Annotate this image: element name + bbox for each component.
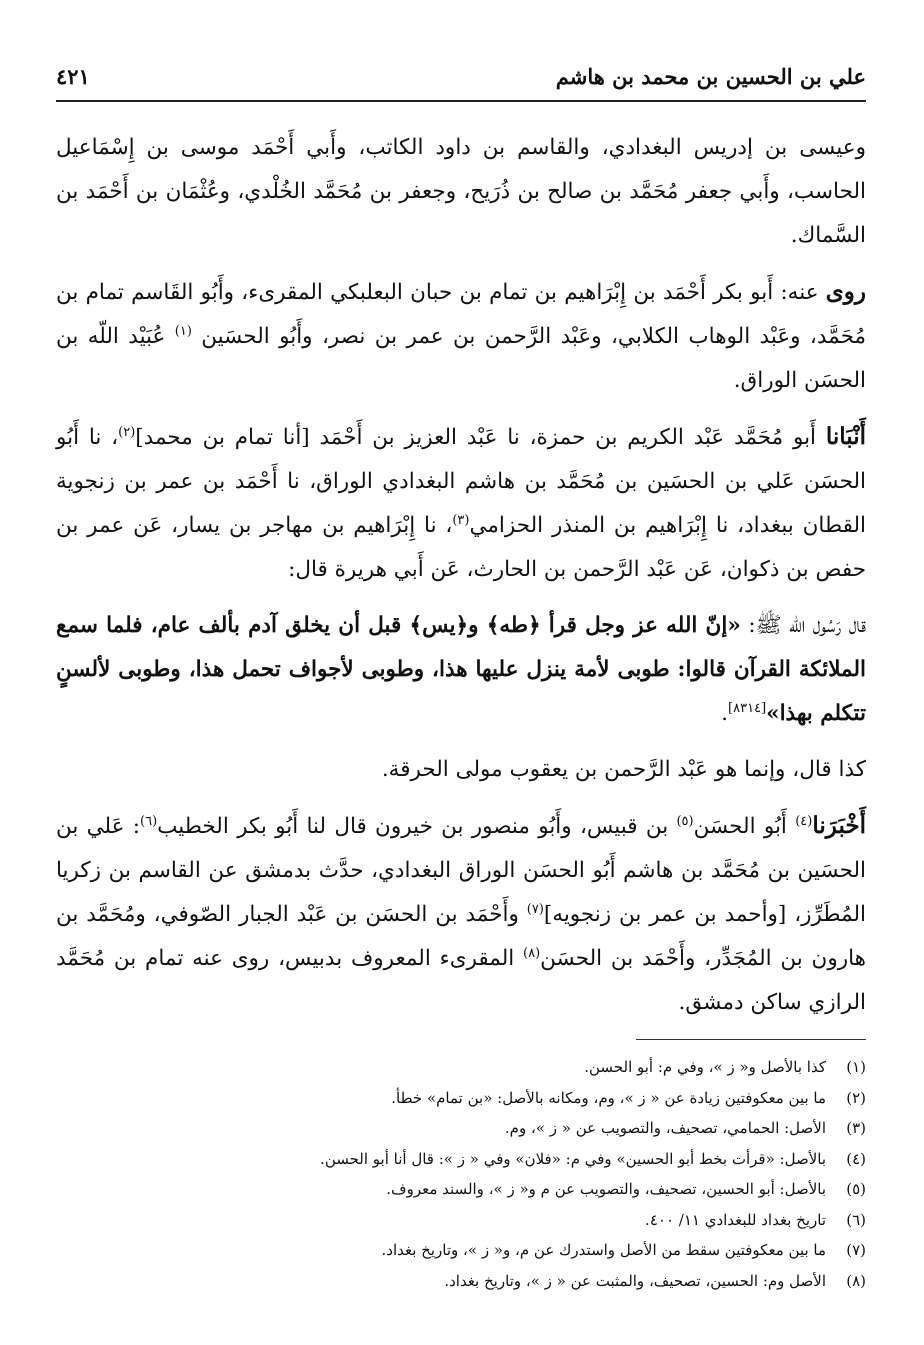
paragraph-5 [56,748,866,792]
footnote-ref-5: (٥) [676,813,694,829]
footnote-item [56,1083,866,1114]
paragraph-3-lead: أَنْبَانا [825,423,866,450]
footnote-ref-1: (١) [174,323,192,339]
paragraph-4-hadith [56,604,866,736]
footnote-number: (٨) [846,1271,866,1290]
footnote-number: (٣) [846,1119,866,1137]
footnote-item [56,1113,866,1144]
header-divider [56,100,866,102]
paragraph-3-text-c: ، نا إِبْرَاهيم بن مهاجر بن يسار، عَن عمر بن حفص بن ذكوان، عَن عَبْد الرَّحمن بن الحارث، عَن أَبي هريرة قال: [56,513,866,582]
footnote-text: الأصل وم: الحسين، تصحيف، والمثبت عن « ز »، وتاريخ بغداد. [444,1271,826,1290]
footnote-ref-4: (٤) [795,813,813,829]
paragraph-3-text-b: ، نا أَبُو الحسَن عَلي بن الحسَين بن مُحَمَّد بن هاشم البغدادي الوراق، نا أَحْمَد بن عمر بن زنجوية القطان ببغداد، نا إِبْرَاهيم بن المنذر الحزامي [56,425,866,538]
footnote-ref-2: (٢) [118,424,136,440]
paragraph-3-text-a: أَبو مُحَمَّد عَبْد الكريم بن حمزة، نا عَبْد العزيز بن أَحْمَد [أنا تمام بن محمد] [135,425,826,450]
header-title: علي بن الحسين بن محمد بن هاشم [555,64,866,89]
footnote-item [56,1235,866,1266]
paragraph-4-text-a: قال رَسُول اللّه ﷺ: [740,613,866,638]
footnote-number: (٢) [846,1088,866,1107]
paragraph-4-end: . [721,701,729,726]
paragraph-6-text-c: : عَلي بن الحسَين بن مُحَمَّد بن هاشم أَبُو الحسَن الوراق البغدادي، حدَّث بدمشق عن القاسم بن زكريا المُطَرِّز، [وأحمد بن عمر بن زنجويه] [56,814,866,927]
paragraph-6-text-e: المقرىء المعروف بدبيس، روى عنه تمام بن مُحَمَّد الرازي ساكن دمشق. [56,946,866,1015]
paragraph-6-text-b: بن قبيس، وأَبُو منصور بن خيرون قال لنا أَبُو بكر الخطيب [157,814,677,839]
paragraph-2-text-b: عُبَيْد اللّه بن الحسَن الوراق. [56,324,866,393]
paragraph-1 [56,126,866,258]
footnote-ref-6: (٦) [140,813,158,829]
paragraph-2 [56,270,866,403]
main-text [56,126,866,1025]
footnote-ref-8: (٨) [523,945,541,961]
paragraph-2-lead: روى [825,278,866,305]
footnote-divider [636,1039,866,1040]
footnote-text: بالأصل: «قرأت بخط أبو الحسين» وفي م: «فلان» وفي « ز »: قال أنا أبو الحسن. [320,1149,826,1168]
footnote-text: ما بين معكوفتين زيادة عن « ز »، وم، ومكانه بالأصل: «بن تمام» خطأ. [391,1088,826,1107]
footnote-number: (١) [846,1058,866,1076]
footnote-item [56,1144,866,1175]
footnote-number: (٧) [846,1241,866,1259]
paragraph-3 [56,415,866,592]
footnote-number: (٦) [846,1210,866,1229]
page-number: ٤٢١ [56,64,90,89]
paragraph-1-text: وعيسى بن إدريس البغدادي، والقاسم بن داود الكاتب، وأَبي أَحْمَد موسى بن إِسْمَاعيل الحاسب، وأَبي جعفر مُحَمَّد بن صالح بن ذُرَيح، وجعفر بن مُحَمَّد الخُلْدي، وعُثْمَان بن أَحْمَد بن السَّماك. [56,135,866,248]
running-header [56,60,866,100]
footnote-item [56,1205,866,1236]
book-page [56,60,866,1315]
paragraph-5-text: كذا قال، وإنما هو عَبْد الرَّحمن بن يعقوب مولى الحرقة. [381,757,866,782]
paragraph-2-text-a: عنه: أَبو بكر أَحْمَد بن إِبْرَاهيم بن تمام بن حبان البعلبكي المقرىء، وأَبُو القَاسم تمام بن مُحَمَّد، وعَبْد الوهاب الكلابي، وعَبْد الرَّحمن بن عمر بن نصر، وأَبُو الحسَين [56,280,866,349]
footnote-text: الأصل: الحمامي، تصحيف، والتصويب عن « ز »، وم. [504,1119,826,1137]
footnote-number: (٤) [846,1149,866,1168]
paragraph-6-text-a: أَبُو الحسَن [693,814,796,839]
footnotes-list [56,1052,866,1296]
footnote-item [56,1174,866,1205]
footnote-number: (٥) [846,1180,866,1198]
footnote-item [56,1266,866,1297]
footnote-text: كذا بالأصل و« ز »، وفي م: أبو الحسن. [584,1058,826,1076]
footnote-text: تاريخ بغداد للبغدادي ١١/ ٤٠٠. [645,1210,826,1229]
paragraph-6-lead: أَخْبَرَنا [812,812,866,839]
footnote-ref-3: (٣) [452,512,470,528]
footnote-item [56,1052,866,1083]
paragraph-6-text-d: وأَحْمَد بن الحسَن بن عَبْد الجبار الصّوفي، ومُحَمَّد بن هارون بن المُجَدِّر، وأَحْمَد بن الحسَن [56,902,866,971]
hadith-number: [٨٣١٤] [728,700,767,716]
hadith-text: «إنّ الله عز وجل قرأ ﴿طه﴾ و﴿يس﴾ قبل أن يخلق آدم بألف عام، فلما سمع الملائكة القرآن قالوا: طوبى لأمة ينزل عليها هذا، وطوبى لأجواف تحمل هذا، وطوبى لألسنٍ تتكلم بهذا» [56,613,866,726]
footnote-ref-7: (٧) [526,901,544,917]
footnote-text: ما بين معكوفتين سقط من الأصل واستدرك عن م، و« ز »، وتاريخ بغداد. [381,1241,826,1259]
paragraph-6 [56,804,866,1025]
footnote-text: بالأصل: أبو الحسين، تصحيف، والتصويب عن م و« ز »، والسند معروف. [386,1180,826,1198]
